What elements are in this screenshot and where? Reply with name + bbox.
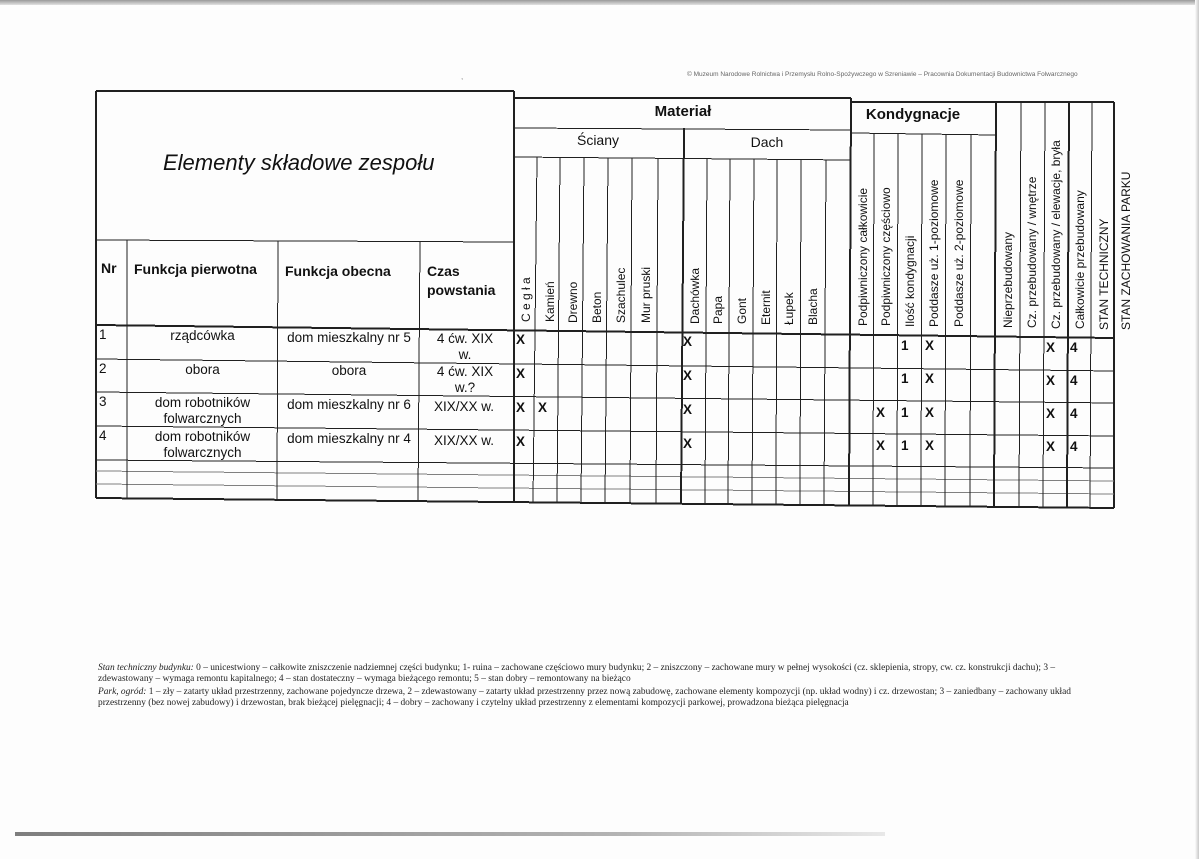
row-3-funkcja-pierwotna: dom robotników folwarcznych xyxy=(154,395,251,426)
row-2-nr: 2 xyxy=(99,361,107,376)
row-1-stan-techniczny: 4 xyxy=(1070,340,1078,355)
col-label-nieprzebudowany: Nieprzebudowany xyxy=(1001,231,1015,328)
table-title: Elementy składowe zespołu xyxy=(163,150,435,175)
row-4-nr: 4 xyxy=(99,428,107,443)
row-2-cegla: X xyxy=(516,366,526,381)
col-label-beton: Beton xyxy=(590,291,604,323)
col-label-ilosc-kondygnacji: Ilość kondygnacji xyxy=(903,235,917,327)
row-2-calkowicie-przebudowany: X xyxy=(1046,373,1056,388)
row-2-funkcja-pierwotna: obora xyxy=(185,362,220,377)
row-4-calkowicie-przebudowany: X xyxy=(1046,439,1056,454)
row-3-dachowka: X xyxy=(683,402,693,417)
row-4-funkcja-pierwotna: dom robotników folwarcznych xyxy=(154,429,251,460)
group-kondygnacje: Kondygnacje xyxy=(865,106,961,123)
legend-stan-techniczny xyxy=(98,663,1098,685)
col-label-drewno: Drewno xyxy=(566,281,580,323)
row-4-dachowka: X xyxy=(683,436,693,451)
col-label-stan-techniczny: STAN TECHNICZNY xyxy=(1097,218,1111,330)
row-1-cegla: X xyxy=(516,332,526,347)
row-3-stan-techniczny: 4 xyxy=(1070,406,1078,421)
header-czas-powstania: Czas powstania xyxy=(427,263,496,298)
col-label-poddasze-1-poziomowe: Poddasze uż. 1-poziomowe xyxy=(927,179,941,327)
row-2-ilosc-kondygnacji: 1 xyxy=(901,371,909,386)
col-label-cegla: C e g ł a xyxy=(519,277,533,322)
col-label-poddasze-2-poziomowe: Poddasze uż. 2-poziomowe xyxy=(952,179,966,327)
col-label-mur-pruski: Mur pruski xyxy=(639,266,653,323)
col-label-gont: Gont xyxy=(735,297,749,324)
header-nr: Nr xyxy=(101,260,117,276)
col-label-podpiwniczony-calkowicie: Podpiwniczony całkowicie xyxy=(856,187,870,326)
group-material: Materiał xyxy=(654,103,712,120)
row-4-cegla: X xyxy=(516,434,526,449)
col-label-blacha: Blacha xyxy=(806,288,820,325)
row-3-calkowicie-przebudowany: X xyxy=(1046,406,1056,421)
row-4-ilosc-kondygnacji: 1 xyxy=(901,438,909,453)
row-3-cegla: X xyxy=(516,400,526,415)
col-label-dachowka: Dachówka xyxy=(688,267,702,324)
legend-stan-label: Stan techniczny budynku: xyxy=(98,663,194,673)
row-2-czas: 4 ćw. XIX w.? xyxy=(436,364,494,395)
col-label-calkowicie-przebudowany: Całkowicie przebudowany xyxy=(1073,190,1087,329)
col-label-szachulec: Szachulec xyxy=(614,267,628,323)
row-3-ilosc-kondygnacji: 1 xyxy=(901,405,909,420)
row-1-funkcja-pierwotna: rządcówka xyxy=(170,328,235,343)
row-4-poddasze-1: X xyxy=(925,438,935,453)
row-3-kamien: X xyxy=(538,400,548,415)
row-1-ilosc-kondygnacji: 1 xyxy=(901,338,909,353)
row-1-funkcja-obecna: dom mieszkalny nr 5 xyxy=(287,330,411,345)
legend-park-text: 1 – zły – zatarty układ przestrzenny, zachowane pojedyncze drzewa, 2 – zdewastowany – zatarty układ przestrzenny przez nową zabudowę, zachowane elementy kompozycji (np. układ wodny) i cz. drzewostan; 3 – zaniedbany – zachowany układ przestrzenny (bez nowej zabudowy) i drzewostan, brak bieżącej pielęgnacji; 4 – dobry – zachowany i czytelny układ przestrzenny z elementami kompozycji parkowej, prowadzona bieżąca pielęgnacja xyxy=(98,687,1071,708)
row-3-nr: 3 xyxy=(99,394,107,409)
col-label-lupek: Łupek xyxy=(782,292,796,325)
row-4-stan-techniczny: 4 xyxy=(1070,439,1078,454)
row-2-funkcja-obecna: obora xyxy=(331,363,367,378)
row-1-nr: 1 xyxy=(99,327,107,342)
row-1-poddasze-1: X xyxy=(925,338,935,353)
row-3-czas: XIX/XX w. xyxy=(433,399,495,414)
header-funkcja-obecna: Funkcja obecna xyxy=(285,263,391,279)
scan-speck: , xyxy=(461,72,464,81)
col-label-kamien: Kamień xyxy=(543,281,557,322)
legend-park xyxy=(98,687,1098,709)
row-1-calkowicie-przebudowany: X xyxy=(1046,340,1056,355)
col-label-cz-przebudowany-wnetrze: Cz. przebudowany / wnętrze xyxy=(1025,176,1039,328)
legend-park-label: Park, ogród: xyxy=(98,687,147,697)
col-label-podpiwniczony-czesciowo: Podpiwniczony częściowo xyxy=(879,187,893,326)
row-4-czas: XIX/XX w. xyxy=(433,433,495,448)
col-label-papa: Papa xyxy=(711,295,725,324)
row-4-funkcja-obecna: dom mieszkalny nr 4 xyxy=(287,431,411,446)
group-dach: Dach xyxy=(750,134,784,150)
row-4-podpiwniczony-czesciowo: X xyxy=(876,438,886,453)
row-2-dachowka: X xyxy=(683,368,693,383)
row-2-poddasze-1: X xyxy=(925,371,935,386)
row-3-podpiwniczony-czesciowo: X xyxy=(876,405,886,420)
legend xyxy=(98,663,1098,711)
col-label-eternit: Eternit xyxy=(759,290,773,325)
row-3-poddasze-1: X xyxy=(925,405,935,420)
group-sciany: Ściany xyxy=(576,132,620,148)
row-3-funkcja-obecna: dom mieszkalny nr 6 xyxy=(287,397,411,412)
row-2-stan-techniczny: 4 xyxy=(1070,373,1078,388)
legend-stan-text: 0 – unicestwiony – całkowite zniszczenie nadziemnej części budynku; 1- ruina – zachowane częściowo mury budynku; 2 – zniszczony – zachowane mury w pełnej wysokości (cz. sklepienia, stropy, cw. cz. konstrukcji dachu); 3 – zdewastowany – wymaga remontu kapitalnego; 4 – stan dostateczny – wymaga bieżącego remontu; 5 – stan dobry – remontowany na bieżąco xyxy=(98,663,1056,684)
col-label-cz-przebudowany-elewacje: Cz. przebudowany / elewacje, bryła xyxy=(1049,140,1063,329)
museum-header-note: © Muzeum Narodowe Rolnictwa i Przemysłu Rolno-Spożywczego w Szreniawie – Pracownia Dokumentacji Budownictwa Folwarcznego xyxy=(687,71,1078,78)
row-1-dachowka: X xyxy=(683,334,693,349)
row-1-czas: 4 ćw. XIX w. xyxy=(436,331,494,362)
header-funkcja-pierwotna: Funkcja pierwotna xyxy=(134,261,257,277)
col-label-stan-zachowania-parku: STAN ZACHOWANIA PARKU xyxy=(1119,171,1133,330)
